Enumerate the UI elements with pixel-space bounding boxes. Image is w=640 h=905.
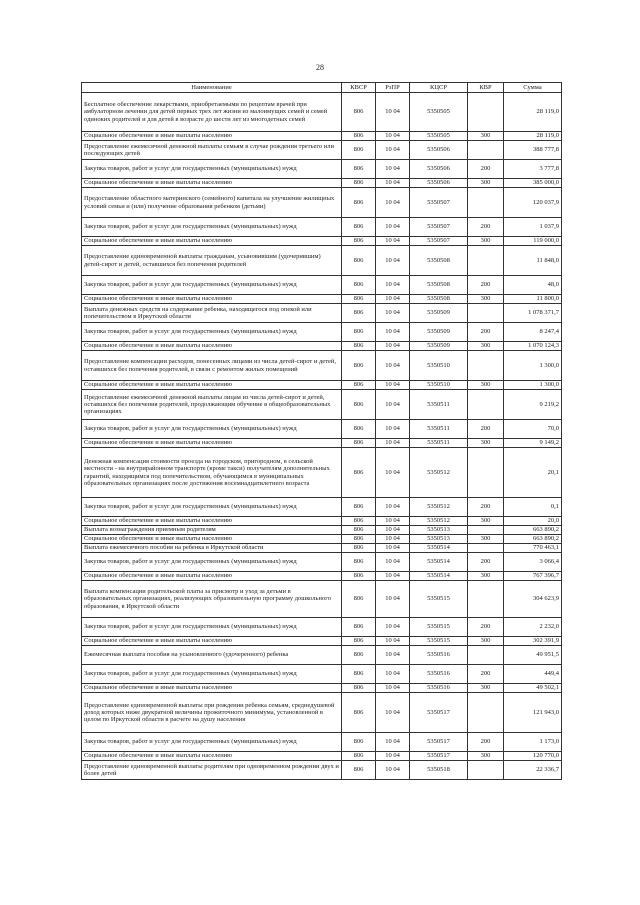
cell-kcsr: 5350517	[410, 733, 468, 752]
cell-kvr	[468, 351, 504, 381]
cell-rzpr: 10 04	[376, 733, 410, 752]
cell-kvsr: 806	[342, 237, 376, 246]
cell-kvr: 300	[468, 535, 504, 544]
cell-kcsr: 5350508	[410, 295, 468, 304]
cell-name: Социальное обеспечение и иные выплаты населению	[82, 439, 342, 448]
table-row	[82, 553, 562, 572]
cell-sum: 770 463,1	[504, 544, 562, 553]
cell-kvsr: 806	[342, 439, 376, 448]
cell-kvsr: 806	[342, 381, 376, 390]
cell-kvsr: 806	[342, 304, 376, 323]
cell-rzpr: 10 04	[376, 665, 410, 684]
table-row	[82, 684, 562, 693]
cell-name: Социальное обеспечение и иные выплаты населению	[82, 381, 342, 390]
table-row	[82, 761, 562, 780]
cell-kcsr: 5350515	[410, 618, 468, 637]
table-row	[82, 646, 562, 665]
cell-rzpr: 10 04	[376, 752, 410, 761]
cell-sum: 1 300,0	[504, 351, 562, 381]
cell-rzpr: 10 04	[376, 179, 410, 188]
cell-name: Выплата вознаграждения приемным родителям	[82, 526, 342, 535]
cell-rzpr: 10 04	[376, 351, 410, 381]
cell-kvr	[468, 246, 504, 276]
cell-rzpr: 10 04	[376, 572, 410, 581]
cell-sum: 70,0	[504, 420, 562, 439]
header-name: Наименование	[82, 83, 342, 93]
cell-rzpr: 10 04	[376, 132, 410, 141]
cell-sum: 1 037,9	[504, 218, 562, 237]
table-header	[82, 83, 562, 93]
cell-kvsr: 806	[342, 188, 376, 218]
cell-rzpr: 10 04	[376, 684, 410, 693]
table-row	[82, 93, 562, 132]
cell-rzpr: 10 04	[376, 246, 410, 276]
cell-kvr: 200	[468, 498, 504, 517]
cell-kcsr: 5350505	[410, 132, 468, 141]
cell-rzpr: 10 04	[376, 637, 410, 646]
cell-sum: 119 000,0	[504, 237, 562, 246]
cell-sum: 2 232,0	[504, 618, 562, 637]
cell-kcsr: 5350510	[410, 381, 468, 390]
table-body	[82, 93, 562, 780]
cell-kvr: 200	[468, 553, 504, 572]
cell-name: Предоставление областного материнского (семейного) капитала на улучшение жилищных условий семьи и (или) получение образования ребенком (детьми)	[82, 188, 342, 218]
table-row	[82, 752, 562, 761]
cell-sum: 49 951,5	[504, 646, 562, 665]
cell-rzpr: 10 04	[376, 342, 410, 351]
cell-name: Выплата ежемесячного пособия на ребенка в Иркутской области	[82, 544, 342, 553]
cell-name: Закупка товаров, работ и услуг для государственных (муниципальных) нужд	[82, 218, 342, 237]
cell-kvr	[468, 693, 504, 733]
cell-name: Социальное обеспечение и иные выплаты населению	[82, 132, 342, 141]
cell-kcsr: 5350506	[410, 179, 468, 188]
cell-kcsr: 5350517	[410, 693, 468, 733]
cell-kvr	[468, 188, 504, 218]
table-row	[82, 733, 562, 752]
cell-rzpr: 10 04	[376, 295, 410, 304]
cell-rzpr: 10 04	[376, 381, 410, 390]
cell-sum: 302 391,9	[504, 637, 562, 646]
cell-kvsr: 806	[342, 581, 376, 618]
cell-name: Социальное обеспечение и иные выплаты населению	[82, 535, 342, 544]
budget-table	[81, 82, 562, 780]
cell-kvsr: 806	[342, 646, 376, 665]
cell-kvr: 300	[468, 572, 504, 581]
cell-sum: 9 149,2	[504, 439, 562, 448]
cell-kvr: 200	[468, 323, 504, 342]
cell-kvsr: 806	[342, 93, 376, 132]
header-sum: Сумма	[504, 83, 562, 93]
cell-kcsr: 5350514	[410, 572, 468, 581]
cell-name: Закупка товаров, работ и услуг для государственных (муниципальных) нужд	[82, 323, 342, 342]
table-row	[82, 246, 562, 276]
cell-rzpr: 10 04	[376, 439, 410, 448]
cell-sum: 120 037,9	[504, 188, 562, 218]
cell-name: Бесплатное обеспечение лекарствами, приобретаемыми по рецептам врачей при амбулаторном лечении для детей первых трех лет жизни из малоимущих семей и семей одиноких родителей и для детей в возрасте до шести лет из многодетных семей	[82, 93, 342, 132]
cell-kvr	[468, 93, 504, 132]
cell-kvr	[468, 141, 504, 160]
cell-sum: 1 300,0	[504, 381, 562, 390]
cell-name: Закупка товаров, работ и услуг для государственных (муниципальных) нужд	[82, 618, 342, 637]
cell-name: Закупка товаров, работ и услуг для государственных (муниципальных) нужд	[82, 498, 342, 517]
table-row	[82, 665, 562, 684]
cell-kvr: 200	[468, 160, 504, 179]
cell-sum: 449,4	[504, 665, 562, 684]
cell-kcsr: 5350513	[410, 526, 468, 535]
cell-kvr	[468, 526, 504, 535]
cell-kvr: 200	[468, 218, 504, 237]
cell-kcsr: 5350515	[410, 581, 468, 618]
cell-kvsr: 806	[342, 752, 376, 761]
cell-kvr: 200	[468, 618, 504, 637]
cell-sum: 388 777,8	[504, 141, 562, 160]
cell-kcsr: 5350517	[410, 752, 468, 761]
table-row	[82, 498, 562, 517]
cell-kcsr: 5350511	[410, 439, 468, 448]
cell-kvr: 300	[468, 517, 504, 526]
cell-name: Закупка товаров, работ и услуг для государственных (муниципальных) нужд	[82, 276, 342, 295]
cell-sum: 28 119,0	[504, 132, 562, 141]
cell-kvsr: 806	[342, 179, 376, 188]
cell-rzpr: 10 04	[376, 141, 410, 160]
cell-rzpr: 10 04	[376, 323, 410, 342]
table-row	[82, 693, 562, 733]
cell-kcsr: 5350516	[410, 665, 468, 684]
cell-kcsr: 5350512	[410, 498, 468, 517]
table-row	[82, 517, 562, 526]
cell-kvsr: 806	[342, 517, 376, 526]
cell-kvsr: 806	[342, 141, 376, 160]
header-kvsr: КВСР	[342, 83, 376, 93]
cell-rzpr: 10 04	[376, 581, 410, 618]
table-row	[82, 342, 562, 351]
table-row	[82, 218, 562, 237]
cell-kcsr: 5350509	[410, 304, 468, 323]
cell-sum: 3 777,8	[504, 160, 562, 179]
cell-name: Предоставление ежемесячной денежной выплаты лицам из числа детей-сирот и детей, оставшихся без попечения родителей, продолжающим обучение в общеобразовательных организациях	[82, 390, 342, 420]
header-row	[82, 83, 562, 93]
cell-name: Закупка товаров, работ и услуг для государственных (муниципальных) нужд	[82, 553, 342, 572]
cell-kvr: 300	[468, 237, 504, 246]
cell-kvsr: 806	[342, 160, 376, 179]
cell-kvr	[468, 304, 504, 323]
cell-rzpr: 10 04	[376, 276, 410, 295]
cell-sum: 8 247,4	[504, 323, 562, 342]
cell-name: Закупка товаров, работ и услуг для государственных (муниципальных) нужд	[82, 733, 342, 752]
cell-kvr: 300	[468, 439, 504, 448]
cell-kvsr: 806	[342, 693, 376, 733]
cell-kvr: 200	[468, 420, 504, 439]
cell-kvsr: 806	[342, 218, 376, 237]
cell-rzpr: 10 04	[376, 218, 410, 237]
cell-name: Выплата денежных средств на содержание ребенка, находящегося под опекой или попечительством в Иркутской области	[82, 304, 342, 323]
table-row	[82, 448, 562, 498]
cell-sum: 1 173,0	[504, 733, 562, 752]
cell-name: Предоставление единовременной выплаты родителям при одновременном рождении двух и более детей	[82, 761, 342, 780]
cell-sum: 49 502,1	[504, 684, 562, 693]
table-row	[82, 179, 562, 188]
cell-name: Выплата компенсации родительской платы за присмотр и уход за детьми в образовательных организациях, реализующих образовательную программу дошкольного образования, в Иркутской области	[82, 581, 342, 618]
cell-kvr: 200	[468, 733, 504, 752]
cell-rzpr: 10 04	[376, 618, 410, 637]
table-row	[82, 390, 562, 420]
cell-kcsr: 5350507	[410, 218, 468, 237]
page-number: 28	[316, 63, 324, 72]
cell-kcsr: 5350507	[410, 237, 468, 246]
cell-kvsr: 806	[342, 637, 376, 646]
cell-kvr: 200	[468, 665, 504, 684]
cell-sum: 1 070 124,3	[504, 342, 562, 351]
cell-kcsr: 5350509	[410, 342, 468, 351]
cell-kcsr: 5350511	[410, 390, 468, 420]
cell-rzpr: 10 04	[376, 693, 410, 733]
table-row	[82, 526, 562, 535]
cell-name: Социальное обеспечение и иные выплаты населению	[82, 179, 342, 188]
cell-kcsr: 5350508	[410, 246, 468, 276]
cell-kvsr: 806	[342, 544, 376, 553]
cell-kcsr: 5350518	[410, 761, 468, 780]
cell-sum: 663 890,2	[504, 526, 562, 535]
table-row	[82, 581, 562, 618]
cell-kvsr: 806	[342, 618, 376, 637]
cell-kvr	[468, 646, 504, 665]
cell-rzpr: 10 04	[376, 188, 410, 218]
cell-sum: 28 119,0	[504, 93, 562, 132]
cell-name: Социальное обеспечение и иные выплаты населению	[82, 684, 342, 693]
cell-rzpr: 10 04	[376, 304, 410, 323]
cell-kcsr: 5350505	[410, 93, 468, 132]
cell-kcsr: 5350506	[410, 160, 468, 179]
cell-kvr: 300	[468, 752, 504, 761]
cell-kcsr: 5350512	[410, 448, 468, 498]
table-row	[82, 439, 562, 448]
cell-kcsr: 5350508	[410, 276, 468, 295]
cell-kvr: 300	[468, 342, 504, 351]
cell-kvsr: 806	[342, 684, 376, 693]
cell-rzpr: 10 04	[376, 761, 410, 780]
cell-name: Социальное обеспечение и иные выплаты населению	[82, 637, 342, 646]
table-row	[82, 637, 562, 646]
cell-name: Ежемесячная выплата пособия на усыновленного (удочеренного) ребенка	[82, 646, 342, 665]
cell-sum: 121 943,0	[504, 693, 562, 733]
cell-kvsr: 806	[342, 526, 376, 535]
cell-name: Социальное обеспечение и иные выплаты населению	[82, 342, 342, 351]
cell-kcsr: 5350514	[410, 544, 468, 553]
cell-rzpr: 10 04	[376, 448, 410, 498]
cell-kcsr: 5350509	[410, 323, 468, 342]
table-row	[82, 188, 562, 218]
cell-sum: 0,1	[504, 498, 562, 517]
cell-kvsr: 806	[342, 535, 376, 544]
cell-kvsr: 806	[342, 420, 376, 439]
table-row	[82, 351, 562, 381]
cell-kcsr: 5350507	[410, 188, 468, 218]
cell-rzpr: 10 04	[376, 93, 410, 132]
cell-kvsr: 806	[342, 665, 376, 684]
cell-kcsr: 5350506	[410, 141, 468, 160]
cell-sum: 11 848,0	[504, 246, 562, 276]
cell-kvr: 300	[468, 637, 504, 646]
cell-rzpr: 10 04	[376, 544, 410, 553]
cell-name: Социальное обеспечение и иные выплаты населению	[82, 752, 342, 761]
cell-rzpr: 10 04	[376, 390, 410, 420]
table-row	[82, 323, 562, 342]
cell-name: Закупка товаров, работ и услуг для государственных (муниципальных) нужд	[82, 160, 342, 179]
cell-kvsr: 806	[342, 246, 376, 276]
cell-sum: 3 066,4	[504, 553, 562, 572]
cell-kvsr: 806	[342, 761, 376, 780]
cell-kcsr: 5350515	[410, 637, 468, 646]
cell-rzpr: 10 04	[376, 237, 410, 246]
table-row	[82, 544, 562, 553]
cell-kcsr: 5350516	[410, 646, 468, 665]
cell-kvr	[468, 390, 504, 420]
cell-name: Закупка товаров, работ и услуг для государственных (муниципальных) нужд	[82, 420, 342, 439]
table-row	[82, 618, 562, 637]
cell-kcsr: 5350511	[410, 420, 468, 439]
cell-kvsr: 806	[342, 323, 376, 342]
cell-name: Предоставление ежемесячной денежной выплаты семьям в случае рождения третьего или последующих детей	[82, 141, 342, 160]
cell-kcsr: 5350510	[410, 351, 468, 381]
cell-name: Социальное обеспечение и иные выплаты населению	[82, 517, 342, 526]
cell-name: Социальное обеспечение и иные выплаты населению	[82, 237, 342, 246]
header-kcsr: КЦСР	[410, 83, 468, 93]
cell-name: Денежная компенсация стоимости проезда на городском, пригородном, в сельской местности - на внутрирайонном транспорте (кроме такси) получателям дополнительных гарантий, находящимся под попечительством, обучающимся в муниципальных образовательных организациях после достижения восемнадцатилетнего возраста	[82, 448, 342, 498]
cell-kcsr: 5350513	[410, 535, 468, 544]
cell-kvr: 300	[468, 295, 504, 304]
cell-kvsr: 806	[342, 276, 376, 295]
cell-name: Предоставление единовременной выплаты гражданам, усыновившим (удочерившим) детей-сирот и детей, оставшихся без попечения родителей	[82, 246, 342, 276]
cell-name: Предоставление единовременной выплаты при рождении ребенка семьям, среднедушевой доход которых ниже двукратной величины прожиточного минимума, установленной в целом по Иркутской области в расчете на душу населения	[82, 693, 342, 733]
table-row	[82, 304, 562, 323]
cell-sum: 20,0	[504, 517, 562, 526]
cell-rzpr: 10 04	[376, 517, 410, 526]
cell-kvsr: 806	[342, 390, 376, 420]
cell-sum: 663 890,2	[504, 535, 562, 544]
cell-rzpr: 10 04	[376, 420, 410, 439]
cell-sum: 304 623,9	[504, 581, 562, 618]
cell-kvsr: 806	[342, 572, 376, 581]
cell-kvr	[468, 448, 504, 498]
cell-kvsr: 806	[342, 553, 376, 572]
cell-sum: 385 000,0	[504, 179, 562, 188]
table-row	[82, 535, 562, 544]
cell-kcsr: 5350512	[410, 517, 468, 526]
cell-kvsr: 806	[342, 342, 376, 351]
cell-kcsr: 5350514	[410, 553, 468, 572]
table-row	[82, 295, 562, 304]
cell-kvr: 300	[468, 684, 504, 693]
cell-kvr	[468, 761, 504, 780]
cell-kvsr: 806	[342, 498, 376, 517]
cell-kvsr: 806	[342, 351, 376, 381]
table-row	[82, 237, 562, 246]
cell-kvr: 200	[468, 276, 504, 295]
table-row	[82, 276, 562, 295]
table-row	[82, 141, 562, 160]
cell-rzpr: 10 04	[376, 553, 410, 572]
cell-sum: 120 770,0	[504, 752, 562, 761]
cell-kvr	[468, 581, 504, 618]
cell-sum: 20,1	[504, 448, 562, 498]
cell-sum: 1 078 371,7	[504, 304, 562, 323]
cell-kvsr: 806	[342, 733, 376, 752]
table-row	[82, 132, 562, 141]
cell-sum: 9 219,2	[504, 390, 562, 420]
cell-rzpr: 10 04	[376, 526, 410, 535]
cell-sum: 48,0	[504, 276, 562, 295]
cell-rzpr: 10 04	[376, 498, 410, 517]
cell-rzpr: 10 04	[376, 646, 410, 665]
cell-sum: 11 800,0	[504, 295, 562, 304]
header-kvr: КВР	[468, 83, 504, 93]
table-row	[82, 381, 562, 390]
cell-name: Предоставление компенсации расходов, понесенных лицами из числа детей-сирот и детей, оставшихся без попечения родителей, в связи с ремонтом жилых помещений	[82, 351, 342, 381]
cell-rzpr: 10 04	[376, 535, 410, 544]
cell-name: Социальное обеспечение и иные выплаты населению	[82, 572, 342, 581]
table-row	[82, 160, 562, 179]
cell-kvr	[468, 544, 504, 553]
cell-kvsr: 806	[342, 448, 376, 498]
cell-sum: 767 396,7	[504, 572, 562, 581]
table-row	[82, 420, 562, 439]
cell-name: Закупка товаров, работ и услуг для государственных (муниципальных) нужд	[82, 665, 342, 684]
cell-kvsr: 806	[342, 295, 376, 304]
cell-kvr: 300	[468, 179, 504, 188]
table-row	[82, 572, 562, 581]
cell-kcsr: 5350516	[410, 684, 468, 693]
cell-kvr: 300	[468, 132, 504, 141]
header-rzpr: РзПР	[376, 83, 410, 93]
cell-kvr: 300	[468, 381, 504, 390]
cell-rzpr: 10 04	[376, 160, 410, 179]
cell-sum: 22 336,7	[504, 761, 562, 780]
cell-name: Социальное обеспечение и иные выплаты населению	[82, 295, 342, 304]
cell-kvsr: 806	[342, 132, 376, 141]
